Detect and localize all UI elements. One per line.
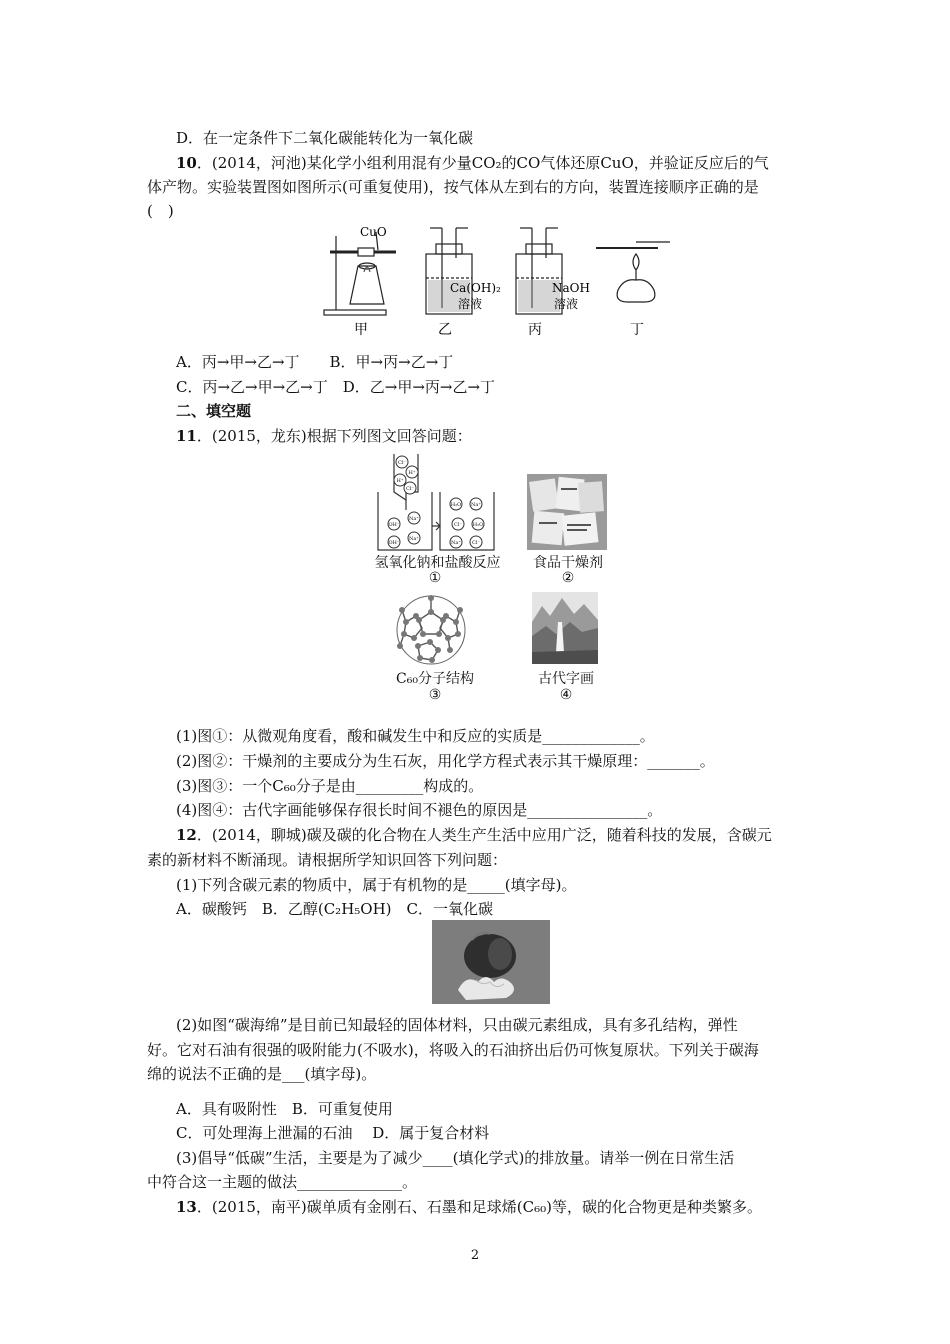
apparatus-figure [318, 218, 678, 343]
q11-part3: (3)图③：一个C₆₀分子是由_________构成的。 [176, 777, 484, 795]
label-cuo: CuO [360, 225, 387, 239]
q11-number: 11 [176, 427, 197, 445]
label-naoh-solution: 溶液 [554, 297, 579, 311]
q12-text-a: ．(2014，聊城)碳及碳的化合物在人类生产生活中应用广泛，随着科技的发展，含碳元 [196, 826, 772, 844]
label-naoh: NaOH [552, 281, 590, 295]
q12-part1: (1)下列含碳元素的物质中，属于有机物的是_____(填字母)。 [176, 876, 577, 894]
q10-number: 10 [176, 154, 197, 172]
q12-stem-line2: 素的新材料不断涌现。请根据所学知识回答下列问题： [147, 851, 508, 869]
ion-top-3: H⁺ [396, 478, 404, 484]
page-number: 2 [470, 1248, 480, 1263]
q13-number: 13 [176, 1198, 197, 1216]
q12-part2-line2: 好。它对石油有很强的吸附能力(不吸水)，将吸入的石油挤出后仍可恢复原状。下列关于碳海 [147, 1041, 759, 1059]
q12-part2-options-cd: C．可处理海上泄漏的石油 D．属于复合材料 [176, 1124, 490, 1142]
ion-left-1: Na⁺ [409, 516, 419, 522]
neutralization-figure [374, 452, 500, 552]
fig4-number: ④ [559, 687, 573, 703]
q11-part4: (4)图④：古代字画能够保存很长时间不褪色的原因是________________。 [176, 801, 663, 819]
label-jia: 甲 [354, 322, 368, 338]
carbon-sponge-photo [432, 920, 550, 1004]
label-yi: 乙 [438, 322, 452, 338]
q10-text-a: ．(2014，河池)某化学小组利用混有少量CO₂的CO气体还原CuO，并验证反应后的气 [196, 154, 769, 172]
q12-stem-line1 [176, 825, 772, 845]
fig1-number: ① [428, 570, 442, 586]
label-caoh2: Ca(OH)₂ [450, 281, 501, 295]
q12-number: 12 [176, 826, 197, 844]
ion-right-6: Cl⁻ [471, 540, 481, 546]
ion-top-4: Cl⁻ [405, 486, 415, 492]
q12-part1-options: A．碳酸钙 B．乙醇(C₂H₅OH) C．一氧化碳 [176, 900, 494, 918]
ion-left-2: OH⁻ [388, 522, 400, 528]
painting-photo [532, 592, 598, 664]
fig2-caption: 食品干燥剂 [533, 555, 603, 571]
q12-part2-options-ab: A．具有吸附性 B．可重复使用 [176, 1100, 393, 1118]
fig3-number: ③ [428, 687, 442, 703]
q12-part2-line1: (2)如图“碳海绵”是目前已知最轻的固体材料，只由碳元素组成，具有多孔结构，弹性 [176, 1016, 738, 1034]
q10-stem-line2: 体产物。实验装置图如图所示(可重复使用)，按气体从左到右的方向，装置连接顺序正确的是 [147, 178, 759, 196]
label-ding: 丁 [630, 322, 644, 338]
ion-right-1: H₂O [450, 502, 462, 508]
ion-top-2: H⁺ [408, 470, 416, 476]
label-caoh2-solution: 溶液 [458, 297, 483, 311]
q10-options-cd: C．丙→乙→甲→乙→丁 D．乙→甲→丙→乙→丁 [176, 378, 496, 396]
ion-right-2: Na⁺ [471, 502, 481, 508]
ion-right-5: Na⁺ [451, 540, 461, 546]
section-heading: 二、填空题 [176, 402, 252, 420]
q10-options-ab: A．丙→甲→乙→丁 B．甲→丙→乙→丁 [176, 353, 454, 371]
q11-part2: (2)图②：干燥剂的主要成分为生石灰，用化学方程式表示其干燥原理：_______。 [176, 752, 715, 770]
desiccant-photo [527, 474, 607, 550]
label-bing: 丙 [528, 322, 542, 338]
fig1-caption: 氢氧化钠和盐酸反应 [374, 555, 501, 571]
q12-part3-line2: 中符合这一主题的做法______________。 [147, 1173, 418, 1191]
fig2-number: ② [561, 570, 575, 586]
stand-base [324, 310, 386, 315]
q10-stem-line1 [176, 153, 769, 173]
q12-part2-line3: 绵的说法不正确的是___(填字母)。 [147, 1065, 377, 1083]
ion-top-1: Cl⁻ [397, 460, 407, 466]
q13-text: ．(2015，南平)碳单质有金刚石、石墨和足球烯(C₆₀)等，碳的化合物更是种类繁多。 [196, 1198, 762, 1216]
fig4-caption: 古代字画 [538, 671, 594, 687]
q9-option-d: D．在一定条件下二氧化碳能转化为一氧化碳 [176, 129, 474, 147]
ion-left-3: Na⁺ [409, 536, 419, 542]
q10-stem-line3: ( ) [147, 202, 174, 220]
q12-part3-line1: (3)倡导“低碳”生活，主要是为了减少____(填化学式)的排放量。请举一例在日常生活 [176, 1149, 735, 1167]
fig3-caption: C₆₀分子结构 [396, 671, 474, 687]
ion-right-3: Cl⁻ [453, 522, 463, 528]
c60-molecule-figure [386, 592, 476, 668]
ion-right-4: H₂O [472, 522, 484, 528]
q11-text: ．(2015，龙东)根据下列图文回答问题： [196, 427, 472, 445]
q11-part1: (1)图①：从微观角度看，酸和碱发生中和反应的实质是_____________。 [176, 727, 655, 745]
q11-stem [176, 426, 472, 446]
ion-left-4: OH⁻ [388, 540, 400, 546]
q13-stem [176, 1197, 762, 1217]
